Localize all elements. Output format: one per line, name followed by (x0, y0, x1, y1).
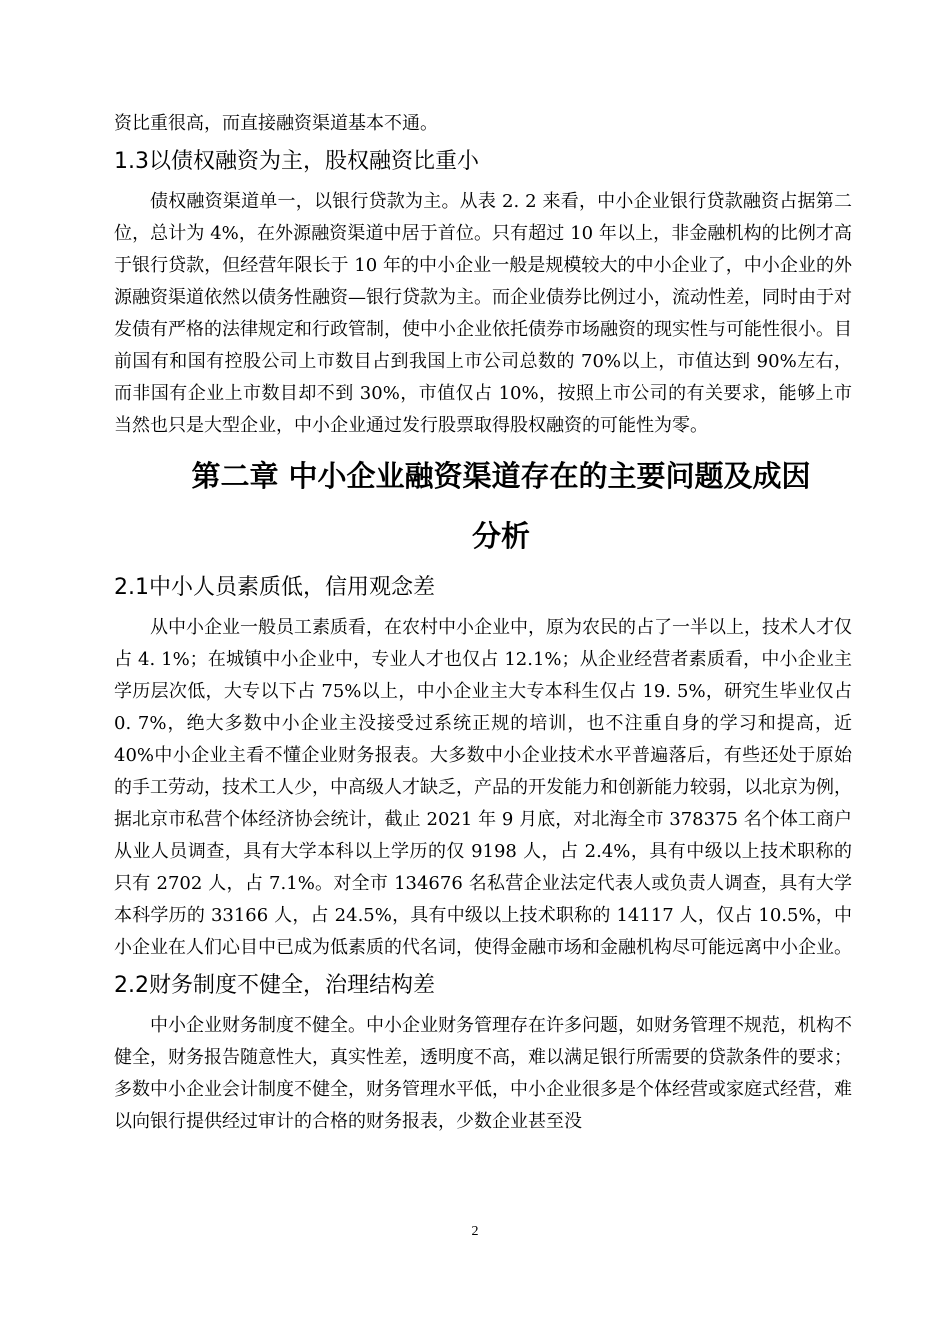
document-page (114, 108, 852, 1138)
section-2-1-paragraph: 从中小企业一般员工素质看，在农村中小企业中，原为农民的占了一半以上，技术人才仅占 4. 1%；在城镇中小企业中，专业人才也仅占 12.1%；从企业经营者素质看，中小企业主学历层次低，大专以下占 75%以上，中小企业主大专本科生仅占 19. 5%，研究生毕业仅占 0. 7%，绝大多数中小企业主没接受过系统正规的培训，也不注重自身的学习和提高，近 40%中小企业主看不懂企业财务报表。大多数中小企业技术水平普遍落后，有些还处于原始的手工劳动，技术工人少，中高级人才缺乏，产品的开发能力和创新能力较弱，以北京为例，据北京市私营个体经济协会统计，截止 2021 年 9 月底，对北海全市 378375 名个体工商户从业人员调查，具有大学本科以上学历的仅 9198 人，占 2.4%，具有中级以上技术职称的只有 2702 人，占 7.1%。对全市 134676 名私营企业法定代表人或负责人调查，具有大学本科学历的 33166 人，占 24.5%，具有中级以上技术职称的 14117 人，仅占 10.5%，中小企业在人们心目中已成为低素质的代名词，使得金融市场和金融机构尽可能远离中小企业。 (114, 617, 852, 958)
chapter-2-title-line1: 第二章 中小企业融资渠道存在的主要问题及成因 (191, 459, 811, 493)
section-1-3-paragraph: 债权融资渠道单一，以银行贷款为主。从表 2. 2 来看，中小企业银行贷款融资占据第二位，总计为 4%，在外源融资渠道中居于首位。只有超过 10 年以上，非金融机构的比例才高于银行贷款，但经营年限长于 10 年的中小企业一般是规模较大的中小企业了，中小企业的外源融资渠道依然以债务性融资—银行贷款为主。而企业债券比例过小，流动性差，同时由于对发债有严格的法律规定和行政管制，使中小企业依托债券市场融资的现实性与可能性很小。目前国有和国有控股公司上市数目占到我国上市公司总数的 70%以上，市值达到 90%左右，而非国有企业上市数目却不到 30%，市值仅占 10%，按照上市公司的有关要求，能够上市当然也只是大型企业，中小企业通过发行股票取得股权融资的可能性为零。 (114, 191, 852, 436)
section-2-2-heading: 2.2财务制度不健全，治理结构差 (114, 973, 435, 998)
chapter-2-title-line2: 分析 (471, 519, 530, 553)
section-2-2-paragraph: 中小企业财务制度不健全。中小企业财务管理存在许多问题，如财务管理不规范，机构不健全，财务报告随意性大，真实性差，透明度不高，难以满足银行所需要的贷款条件的要求；多数中小企业会计制度不健全，财务管理水平低，中小企业很多是个体经营或家庭式经营，难以向银行提供经过审计的合格的财务报表，少数企业甚至没 (114, 1015, 852, 1132)
chapter-2-title (114, 446, 852, 566)
page-number: 2 (471, 1224, 479, 1239)
section-1-3-heading: 1.3以债权融资为主，股权融资比重小 (114, 149, 479, 174)
section-2-1-heading: 2.1中小人员素质低，信用观念差 (114, 575, 435, 600)
top-fragment-paragraph: 资比重很高，而直接融资渠道基本不通。 (114, 113, 438, 134)
